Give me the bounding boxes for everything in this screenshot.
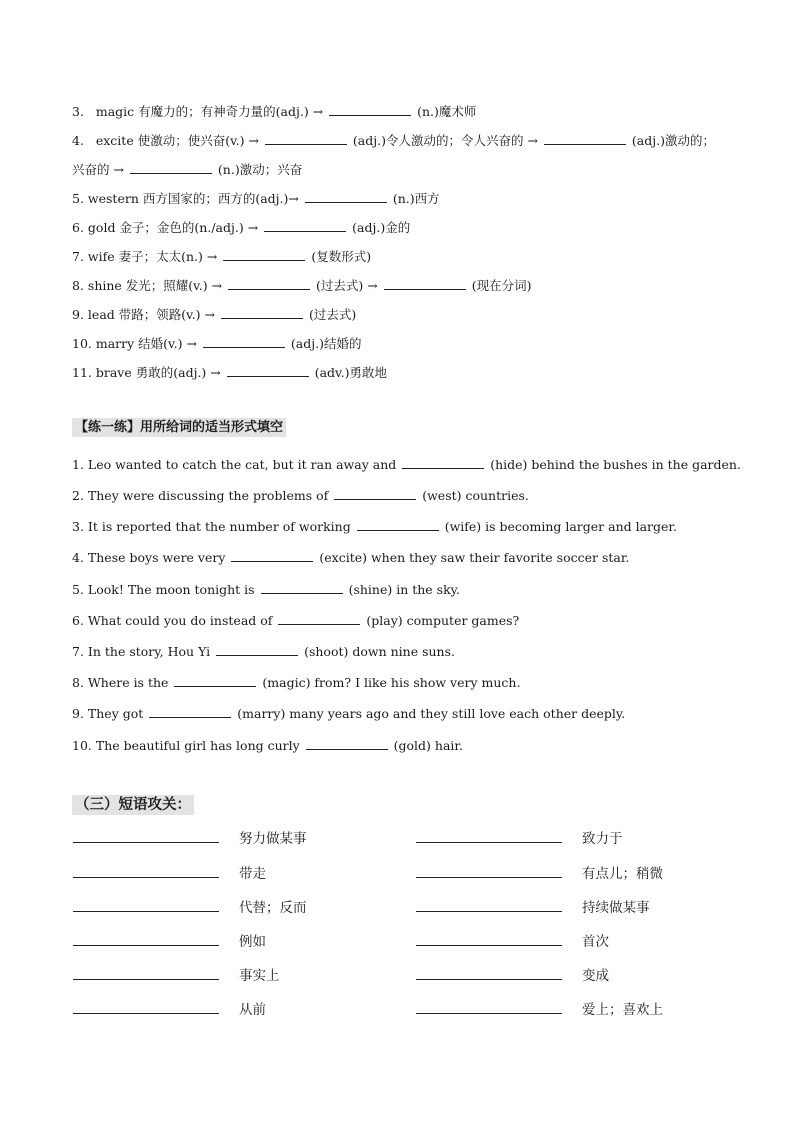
answer-blank[interactable] [384, 277, 466, 290]
phrase-blank[interactable] [73, 1013, 219, 1014]
answer-blank[interactable] [305, 190, 387, 203]
phrases-section-title: （三）短语攻关： [72, 793, 194, 814]
practice-item: 4. These boys were very (excite) when they saw their favorite soccer star. [72, 550, 630, 565]
phrase-blank[interactable] [73, 979, 219, 980]
vocab-item: 11. brave 勇敢的(adj.) → (adv.)勇敢地 [72, 365, 387, 380]
answer-blank[interactable] [231, 549, 313, 562]
practice-item: 2. They were discussing the problems of (west) countries. [72, 488, 529, 503]
answer-blank[interactable] [402, 456, 484, 469]
answer-blank[interactable] [223, 248, 305, 261]
phrase-meaning: 带走 [239, 866, 266, 882]
practice-item: 1. Leo wanted to catch the cat, but it ran away and (hide) behind the bushes in the garden. [72, 457, 741, 472]
phrase-meaning: 持续做某事 [582, 900, 650, 916]
practice-item: 3. It is reported that the number of working (wife) is becoming larger and larger. [72, 519, 677, 534]
phrase-blank[interactable] [416, 842, 562, 843]
answer-blank[interactable] [357, 518, 439, 531]
vocab-item: 9. lead 带路；领路(v.) → (过去式) [72, 307, 357, 322]
phrase-meaning: 致力于 [582, 831, 623, 847]
answer-blank[interactable] [544, 132, 626, 145]
phrase-blank[interactable] [416, 945, 562, 946]
phrase-blank[interactable] [73, 877, 219, 878]
phrase-meaning: 努力做某事 [239, 831, 307, 847]
practice-item: 7. In the story, Hou Yi (shoot) down nine suns. [72, 644, 455, 659]
phrase-meaning: 有点儿；稍微 [582, 866, 663, 882]
answer-blank[interactable] [278, 612, 360, 625]
practice-item: 8. Where is the (magic) from? I like his show very much. [72, 675, 521, 690]
phrase-meaning: 例如 [239, 934, 266, 950]
practice-item: 10. The beautiful girl has long curly (gold) hair. [72, 738, 463, 753]
answer-blank[interactable] [216, 643, 298, 656]
answer-blank[interactable] [149, 705, 231, 718]
phrase-meaning: 从前 [239, 1002, 266, 1018]
vocab-item: 5. western 西方国家的；西方的(adj.)→ (n.)西方 [72, 191, 440, 206]
phrase-blank[interactable] [416, 979, 562, 980]
phrase-blank[interactable] [416, 1013, 562, 1014]
answer-blank[interactable] [265, 132, 347, 145]
vocab-item: 4. excite 使激动；使兴奋(v.) → (adj.)令人激动的；令人兴奋的 → (adj.)激动的； [72, 133, 715, 148]
practice-item: 5. Look! The moon tonight is (shine) in the sky. [72, 582, 461, 597]
phrase-blank[interactable] [416, 877, 562, 878]
answer-blank[interactable] [329, 103, 411, 116]
phrase-blank[interactable] [416, 911, 562, 912]
phrase-meaning: 代替；反而 [239, 900, 307, 916]
answer-blank[interactable] [264, 219, 346, 232]
vocab-item-continued: 兴奋的 → (n.)激动；兴奋 [72, 162, 303, 177]
phrase-blank[interactable] [73, 911, 219, 912]
phrase-meaning: 变成 [582, 968, 609, 984]
answer-blank[interactable] [261, 581, 343, 594]
phrase-meaning: 事实上 [239, 968, 280, 984]
phrase-meaning: 首次 [582, 934, 609, 950]
answer-blank[interactable] [334, 487, 416, 500]
vocab-item: 6. gold 金子；金色的(n./adj.) → (adj.)金的 [72, 220, 411, 235]
vocab-item: 10. marry 结婚(v.) → (adj.)结婚的 [72, 336, 362, 351]
answer-blank[interactable] [221, 306, 303, 319]
answer-blank[interactable] [130, 161, 212, 174]
answer-blank[interactable] [174, 674, 256, 687]
phrase-blank[interactable] [73, 945, 219, 946]
phrase-meaning: 爱上；喜欢上 [582, 1002, 663, 1018]
vocab-item: 3. magic 有魔力的；有神奇力量的(adj.) → (n.)魔术师 [72, 104, 477, 119]
vocab-item: 7. wife 妻子；太太(n.) → (复数形式) [72, 249, 372, 264]
answer-blank[interactable] [227, 364, 309, 377]
answer-blank[interactable] [228, 277, 310, 290]
vocab-item: 8. shine 发光；照耀(v.) → (过去式) → (现在分词) [72, 278, 532, 293]
practice-section-title: 【练一练】用所给词的适当形式填空 [72, 416, 286, 435]
answer-blank[interactable] [306, 737, 388, 750]
phrase-blank[interactable] [73, 842, 219, 843]
practice-item: 9. They got (marry) many years ago and they still love each other deeply. [72, 706, 626, 721]
practice-item: 6. What could you do instead of (play) computer games? [72, 613, 520, 628]
answer-blank[interactable] [203, 335, 285, 348]
